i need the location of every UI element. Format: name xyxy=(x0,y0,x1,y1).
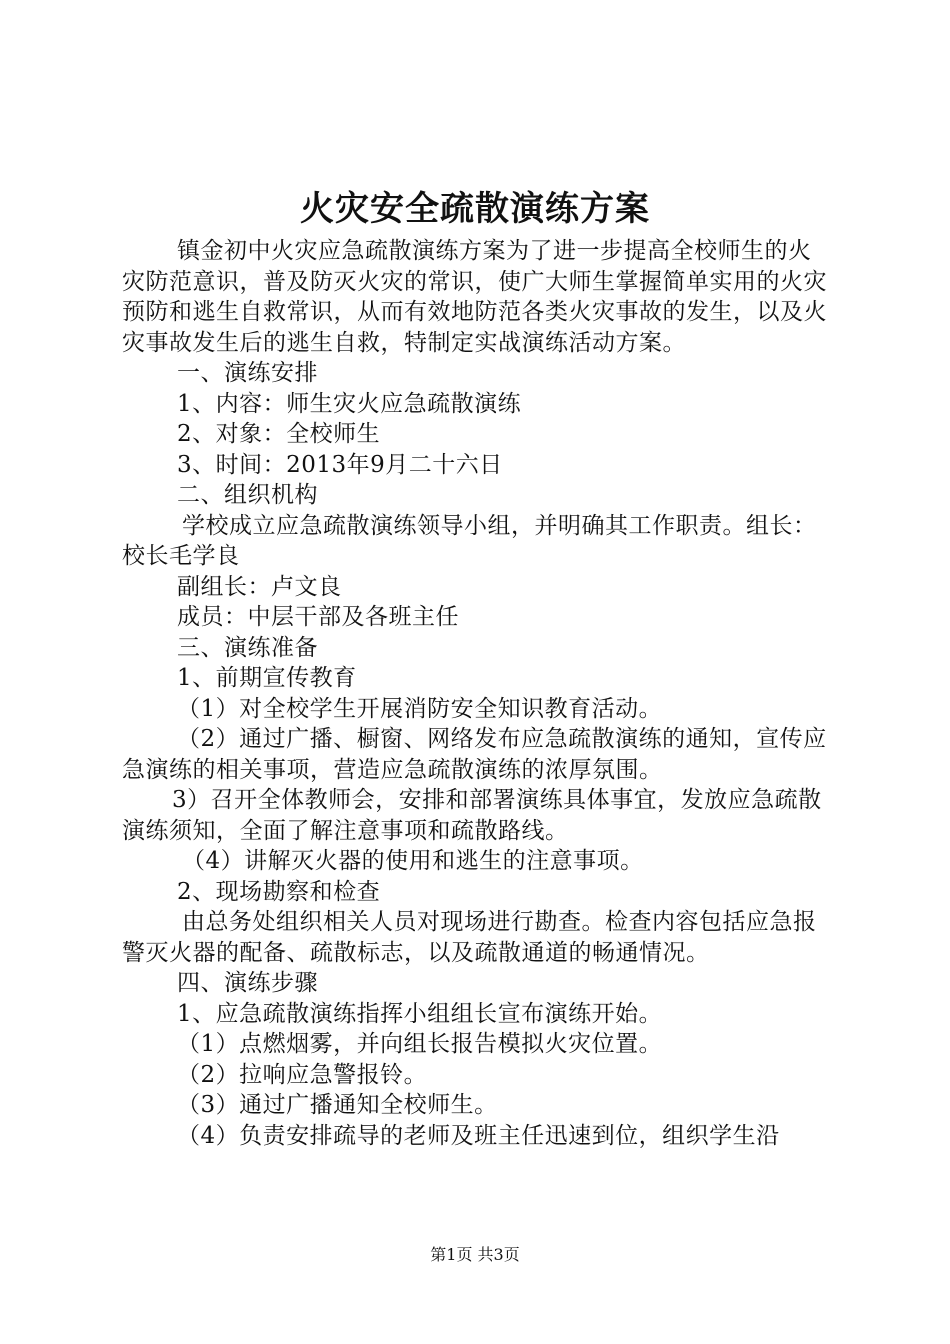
subheading-inspection: 2、现场勘察和检查 xyxy=(177,878,381,905)
step-1-2: （2）拉响应急警报铃。 xyxy=(177,1061,428,1088)
deputy-leader: 副组长：卢文良 xyxy=(177,573,342,600)
document-body xyxy=(122,236,832,1151)
prep-item-1: （1）对全校学生开展消防安全知识教育活动。 xyxy=(177,695,663,722)
subheading-publicity: 1、前期宣传教育 xyxy=(177,665,357,691)
prep-item-4: （4）讲解灭火器的使用和逃生的注意事项。 xyxy=(182,848,644,874)
intro-paragraph: 镇金初中火灾应急疏散演练方案为了进一步提高全校师生的火灾防范意识，普及防灭火灾的常识，使广大师生掌握简单实用的火灾预防和逃生自救常识，从而有效地防范各类火灾事故的发生，以及火灾事故发生后的逃生自救，特制定实战演练活动方案。 xyxy=(122,238,827,356)
inspection-paragraph: 由总务处组织相关人员对现场进行勘查。检查内容包括应急报警灭火器的配备、疏散标志，以及疏散通道的畅通情况。 xyxy=(122,909,817,966)
section-heading-4: 四、演练步骤 xyxy=(177,970,318,996)
document-title: 火灾安全疏散演练方案 xyxy=(300,189,650,229)
prep-item-2: （2）通过广播、橱窗、网络发布应急疏散演练的通知，宣传应急演练的相关事项，营造应急疏散演练的浓厚氛围。 xyxy=(122,726,827,783)
section-heading-1: 一、演练安排 xyxy=(177,360,318,386)
section-heading-2: 二、组织机构 xyxy=(177,482,318,508)
item-target: 2、对象：全校师生 xyxy=(177,421,381,447)
step-1-4: （4）负责安排疏导的老师及班主任迅速到位，组织学生沿 xyxy=(177,1122,780,1149)
organization-paragraph: 学校成立应急疏散演练领导小组，并明确其工作职责。组长：校长毛学良 xyxy=(122,512,817,569)
item-time: 3、时间：2013年9月二十六日 xyxy=(177,451,503,478)
members: 成员：中层干部及各班主任 xyxy=(177,604,459,630)
step-1-3: （3）通过广播通知全校师生。 xyxy=(177,1092,498,1118)
prep-item-3: 3）召开全体教师会，安排和部署演练具体事宜，发放应急疏散演练须知，全面了解注意事项和疏散路线。 xyxy=(122,787,822,844)
page-footer: 第1页 共3页 xyxy=(430,1245,520,1264)
step-1-1: （1）点燃烟雾，并向组长报告模拟火灾位置。 xyxy=(177,1031,663,1057)
item-content: 1、内容：师生灾火应急疏散演练 xyxy=(177,390,522,417)
section-heading-3: 三、演练准备 xyxy=(177,634,318,661)
step-1: 1、应急疏散演练指挥小组组长宣布演练开始。 xyxy=(177,1000,663,1027)
